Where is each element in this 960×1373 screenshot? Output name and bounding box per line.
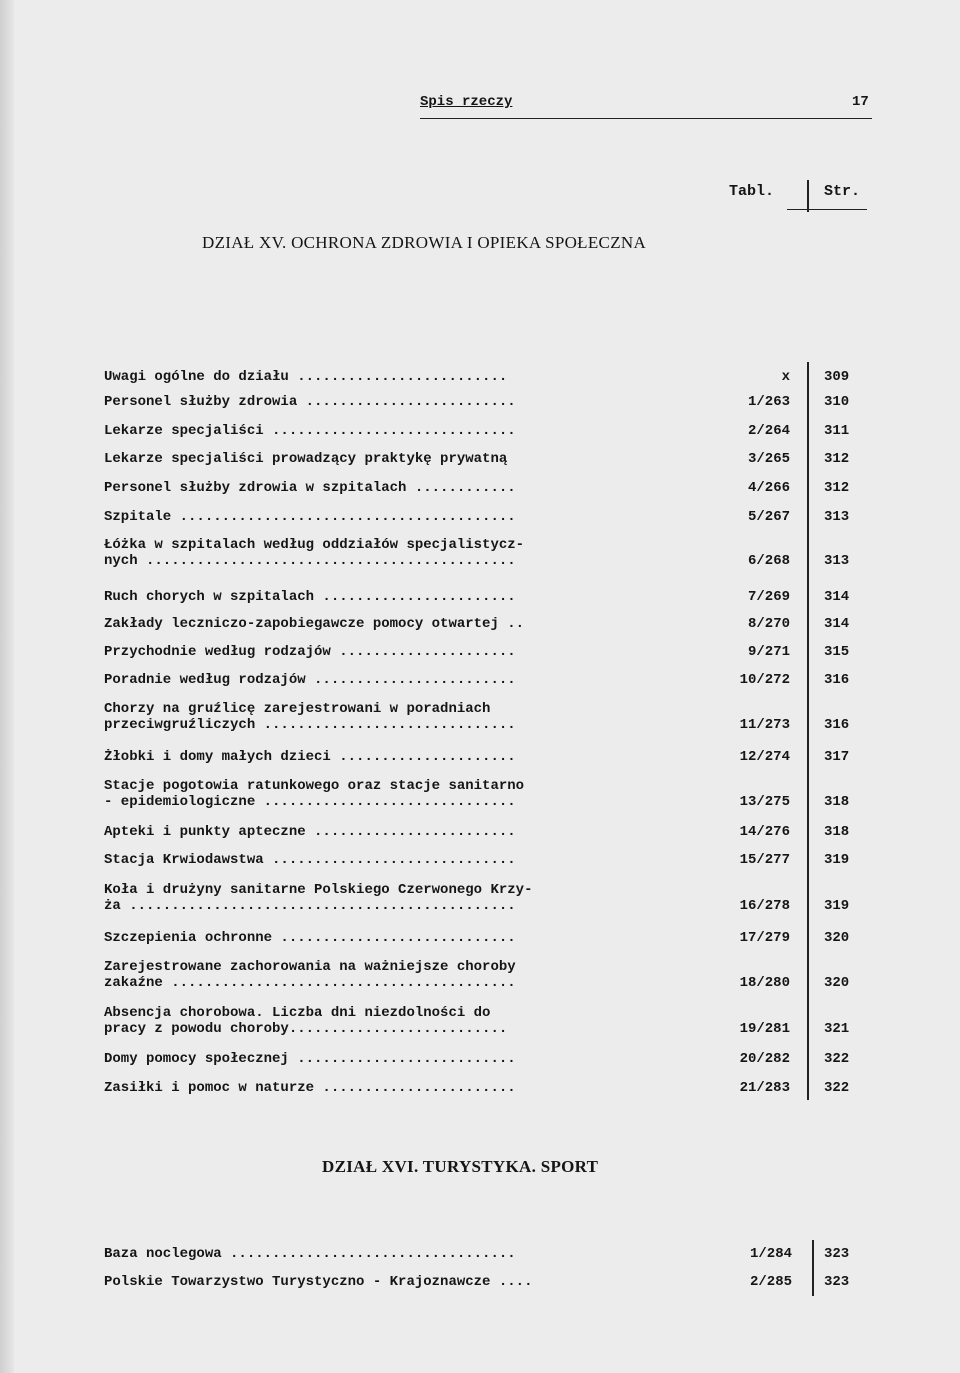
toc-entry-label: Przychodnie według rodzajów .....................	[104, 644, 516, 660]
header-rule	[420, 118, 872, 119]
toc-entry-page-number: 321	[824, 1021, 850, 1037]
toc-entry-label: Absencja chorobowa. Liczba dni niezdolności do pracy z powodu choroby..........................	[104, 1005, 508, 1037]
toc-entry-page-number: 314	[824, 616, 850, 632]
toc-entry-table-number: 15/277	[739, 852, 790, 868]
toc-entry-page-number: 319	[824, 898, 850, 914]
toc-entry-table-number: 9/271	[747, 644, 790, 660]
toc-entry-page-number: 323	[824, 1246, 850, 1262]
section-title-dzial-xv: DZIAŁ XV. OCHRONA ZDROWIA I OPIEKA SPOŁECZNA	[202, 233, 647, 252]
toc-entry-page-number: 310	[824, 394, 850, 410]
toc-entry-label: Zakłady leczniczo-zapobiegawcze pomocy otwartej ..	[104, 616, 525, 632]
toc-entry-label: Ruch chorych w szpitalach .......................	[104, 589, 516, 605]
section-title-dzial-xvi: DZIAŁ XVI. TURYSTYKA. SPORT	[322, 1157, 599, 1176]
toc-entry-label: Baza noclegowa ..................................	[104, 1246, 516, 1262]
toc-entry-table-number: 2/264	[747, 423, 790, 439]
toc-entry-table-number: 11/273	[739, 717, 790, 733]
toc-entry-table-number: 18/280	[739, 975, 790, 991]
toc-entry-table-number: 3/265	[747, 451, 790, 467]
toc-entry-label: Zarejestrowane zachorowania na ważniejsze choroby zakaźne .........................................	[104, 959, 516, 991]
toc-entry-label: Koła i drużyny sanitarne Polskiego Czerwonego Krzy- ża ..............................................	[104, 882, 533, 914]
toc-entry-table-number: 14/276	[739, 824, 790, 840]
column-header-underline	[787, 209, 867, 210]
toc-entry-page-number: 309	[824, 369, 850, 385]
toc-entry-label: Żłobki i domy małych dzieci .....................	[104, 749, 516, 765]
toc-entry-label: Lekarze specjaliści .............................	[104, 423, 516, 439]
toc-entry-label: Szczepienia ochronne ............................	[104, 930, 516, 946]
toc-entry-label: Szpitale ........................................	[104, 509, 516, 525]
toc-entry-page-number: 320	[824, 975, 850, 991]
toc-entry-page-number: 314	[824, 589, 850, 605]
page-number: 17	[852, 94, 869, 110]
toc-entry-table-number: 13/275	[739, 794, 790, 810]
toc-entry-label: Polskie Towarzystwo Turystyczno - Krajoznawcze ....	[104, 1274, 533, 1290]
toc-entry-table-number: 19/281	[739, 1021, 790, 1037]
toc-entry-label: Personel służby zdrowia .........................	[104, 394, 516, 410]
toc-entry-page-number: 313	[824, 509, 850, 525]
toc-entry-label: Stacja Krwiodawstwa .............................	[104, 852, 516, 868]
toc-entry-table-number: 4/266	[747, 480, 790, 496]
toc-entry-table-number: 16/278	[739, 898, 790, 914]
toc-entry-page-number: 318	[824, 824, 850, 840]
column-divider-section2	[812, 1240, 814, 1296]
toc-entry-page-number: 316	[824, 717, 850, 733]
toc-entry-page-number: 311	[824, 423, 850, 439]
toc-entry-label: Apteki i punkty apteczne ........................	[104, 824, 516, 840]
toc-entry-page-number: 318	[824, 794, 850, 810]
toc-entry-table-number: 7/269	[747, 589, 790, 605]
toc-entry-table-number: 1/284	[749, 1246, 792, 1262]
column-divider-section1	[807, 362, 809, 1100]
toc-entry-table-number: 12/274	[739, 749, 790, 765]
toc-entry-label: Zasiłki i pomoc w naturze .......................	[104, 1080, 516, 1096]
toc-entry-page-number: 316	[824, 672, 850, 688]
toc-entry-label: Personel służby zdrowia w szpitalach ............	[104, 480, 516, 496]
toc-entry-label: Poradnie według rodzajów ........................	[104, 672, 516, 688]
column-header-str: Str.	[824, 183, 861, 200]
toc-entry-table-number: 17/279	[739, 930, 790, 946]
toc-entry-table-number: 8/270	[747, 616, 790, 632]
toc-entry-page-number: 322	[824, 1080, 850, 1096]
toc-entry-label: Chorzy na gruźlicę zarejestrowani w poradniach przeciwgruźliczych ..............................	[104, 701, 516, 733]
toc-entry-table-number: x	[781, 369, 790, 385]
toc-entry-page-number: 323	[824, 1274, 850, 1290]
toc-entry-table-number: 1/263	[747, 394, 790, 410]
toc-entry-page-number: 312	[824, 480, 850, 496]
toc-entry-table-number: 6/268	[747, 553, 790, 569]
toc-entry-page-number: 312	[824, 451, 850, 467]
toc-entry-table-number: 5/267	[747, 509, 790, 525]
toc-entry-table-number: 21/283	[739, 1080, 790, 1096]
toc-entry-table-number: 2/285	[749, 1274, 792, 1290]
toc-entry-page-number: 320	[824, 930, 850, 946]
toc-entry-label: Łóżka w szpitalach według oddziałów specjalistycz- nych ............................................	[104, 537, 525, 569]
column-header-tabl: Tabl.	[729, 183, 775, 200]
toc-entry-page-number: 313	[824, 553, 850, 569]
toc-entry-label: Stacje pogotowia ratunkowego oraz stacje sanitarno - epidemiologiczne ..............................	[104, 778, 525, 810]
toc-entry-label: Domy pomocy społecznej ..........................	[104, 1051, 516, 1067]
toc-entry-label: Uwagi ogólne do działu .........................	[104, 369, 508, 385]
toc-entry-page-number: 317	[824, 749, 850, 765]
running-header-title: Spis rzeczy	[420, 94, 513, 110]
page-edge-shadow	[0, 0, 14, 1373]
toc-entry-page-number: 315	[824, 644, 850, 660]
column-header-divider	[807, 180, 809, 212]
toc-entry-label: Lekarze specjaliści prowadzący praktykę prywatną	[104, 451, 508, 467]
toc-entry-page-number: 322	[824, 1051, 850, 1067]
toc-entry-table-number: 20/282	[739, 1051, 790, 1067]
toc-entry-table-number: 10/272	[739, 672, 790, 688]
toc-entry-page-number: 319	[824, 852, 850, 868]
